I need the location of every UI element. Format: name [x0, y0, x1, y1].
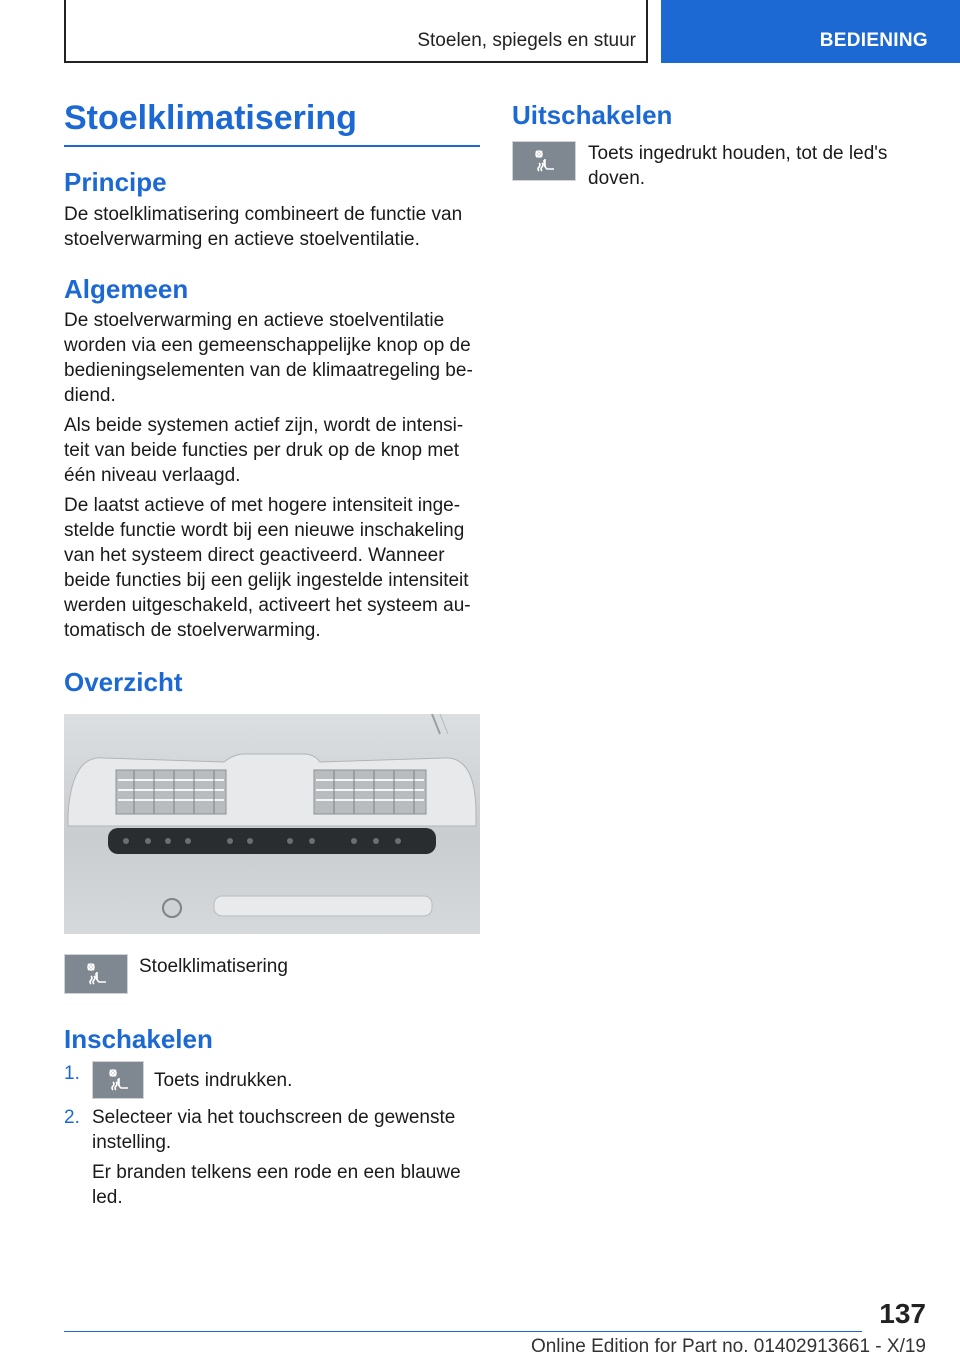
algemeen-paragraph-3: De laatst actieve of met hogere intensiteit ingestelde functie wordt bij een nieuwe inschakeling van het systeem direct geactiveerd. Wanneer beide functies bij een gelijk ingestelde intensiteit werden uitgeschakeld, activeert het systeem automatisch de stoelverwarming.	[64, 494, 471, 641]
steps-list	[64, 1061, 480, 1210]
seat-climate-icon	[92, 1061, 144, 1099]
list-item	[64, 1061, 480, 1099]
heading-inschakelen: Inschakelen	[64, 1023, 213, 1054]
uitschakelen-text: Toets ingedrukt houden, tot de led's doven.	[588, 143, 888, 190]
step-text: Selecteer via het touchscreen de gewenste instelling.	[92, 1107, 456, 1154]
footer-edition: Online Edition for Part no. 01402913661 - X/19	[530, 1336, 926, 1357]
climate-panel-photo	[64, 714, 480, 934]
heading-uitschakelen: Uitschakelen	[512, 100, 673, 130]
climate-panel-illustration	[64, 714, 480, 934]
algemeen-paragraph-1: De stoelverwarming en actieve stoelventilatie worden via een gemeenschappelijke knop op de bedieningselementen van de klimaatregeling bediend.	[64, 309, 473, 406]
heading-algemeen: Algemeen	[64, 273, 189, 304]
page-number: 137	[879, 1298, 926, 1329]
caption-row	[64, 954, 480, 994]
heading-overzicht: Overzicht	[64, 666, 183, 697]
step-text: Toets indrukken.	[154, 1069, 293, 1091]
page-title: Stoelklimatisering	[64, 100, 480, 147]
algemeen-paragraph-2: Als beide systemen actief zijn, wordt de intensiteit van beide functies per druk op de knop met één niveau verlaagd.	[64, 414, 464, 486]
seat-climate-icon	[64, 954, 128, 994]
list-item	[64, 1105, 480, 1210]
uitschakelen-row	[512, 141, 896, 191]
header-tab[interactable]: BEDIENING	[661, 0, 960, 63]
seat-climate-icon	[512, 141, 576, 181]
step-number: 2.	[64, 1107, 80, 1129]
footer-divider	[64, 1331, 862, 1332]
heading-principe: Principe	[64, 167, 167, 198]
principe-text: De stoelklimatisering combineert de functie van stoelverwarming en actieve stoelventilatie.	[64, 203, 463, 250]
photo-caption: Stoelklimatisering	[139, 955, 288, 977]
left-column	[64, 100, 480, 1210]
step-note: Er branden telkens een rode en een blauwe led.	[92, 1162, 461, 1209]
step-number: 1.	[64, 1063, 80, 1085]
header-section-title: Stoelen, spiegels en stuur	[417, 30, 636, 51]
right-column	[512, 100, 896, 191]
